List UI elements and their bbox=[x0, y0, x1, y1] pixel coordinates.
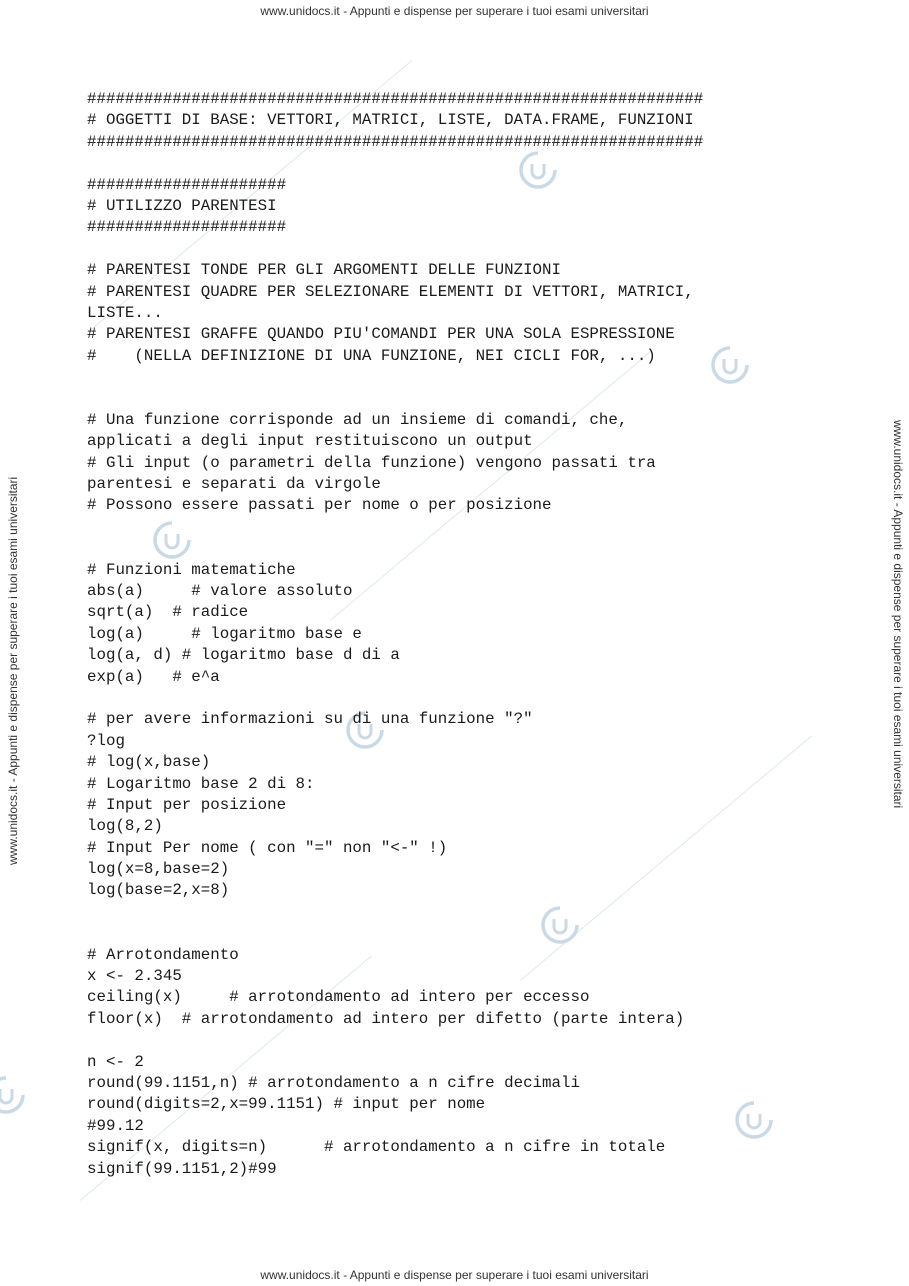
code-line: ################################################################# bbox=[87, 132, 704, 151]
code-line bbox=[87, 388, 807, 409]
code-line: # log(x,base) bbox=[87, 753, 211, 772]
code-line: #99.12 bbox=[87, 1116, 144, 1135]
code-line: # Input Per nome ( con "=" non "<-" !) bbox=[87, 838, 448, 857]
code-line: # per avere informazioni su di una funzione "?" bbox=[87, 710, 533, 729]
code-line: # (NELLA DEFINIZIONE DI UNA FUNZIONE, NEI CICLI FOR, ...) bbox=[87, 346, 656, 365]
code-line: ##################### bbox=[87, 218, 287, 237]
code-line: # Arrotondamento bbox=[87, 945, 239, 964]
code-line: exp(a) # e^a bbox=[87, 667, 220, 686]
code-line: signif(99.1151,2)#99 bbox=[87, 1159, 277, 1178]
code-line: # PARENTESI GRAFFE QUANDO PIU'COMANDI PER UNA SOLA ESPRESSIONE bbox=[87, 325, 675, 344]
code-line: ################################################################# bbox=[87, 90, 704, 108]
code-line: ?log bbox=[87, 731, 125, 750]
side-watermark-right: www.unidocs.it - Appunti e dispense per superare i tuoi esami universitari bbox=[891, 420, 905, 809]
code-line: n <- 2 bbox=[87, 1052, 144, 1071]
code-line bbox=[87, 902, 807, 923]
code-line: signif(x, digits=n) # arrotondamento a n cifre in totale bbox=[87, 1138, 666, 1157]
code-line: # OGGETTI DI BASE: VETTORI, MATRICI, LISTE, DATA.FRAME, FUNZIONI bbox=[87, 111, 694, 130]
code-line: # PARENTESI TONDE PER GLI ARGOMENTI DELLE FUNZIONI bbox=[87, 261, 561, 280]
code-line: LISTE... bbox=[87, 303, 163, 322]
side-watermark-left: www.unidocs.it - Appunti e dispense per superare i tuoi esami universitari bbox=[6, 476, 20, 865]
code-line bbox=[87, 688, 807, 709]
code-document bbox=[87, 89, 807, 1180]
code-line: floor(x) # arrotondamento ad intero per difetto (parte intera) bbox=[87, 1009, 685, 1028]
code-line: # UTILIZZO PARENTESI bbox=[87, 196, 277, 215]
code-line: ceiling(x) # arrotondamento ad intero per eccesso bbox=[87, 988, 590, 1007]
code-line: log(8,2) bbox=[87, 817, 163, 836]
code-line: log(a) # logaritmo base e bbox=[87, 624, 362, 643]
code-line: abs(a) # valore assoluto bbox=[87, 581, 353, 600]
code-line: round(99.1151,n) # arrotondamento a n cifre decimali bbox=[87, 1073, 580, 1092]
code-line bbox=[87, 153, 807, 174]
code-line: log(a, d) # logaritmo base d di a bbox=[87, 646, 400, 665]
code-line: # PARENTESI QUADRE PER SELEZIONARE ELEMENTI DI VETTORI, MATRICI, bbox=[87, 282, 694, 301]
code-line bbox=[87, 367, 807, 388]
code-line: # Logaritmo base 2 di 8: bbox=[87, 774, 315, 793]
code-line: log(x=8,base=2) bbox=[87, 860, 230, 879]
watermark-logo-icon bbox=[0, 1075, 26, 1115]
code-line: # Funzioni matematiche bbox=[87, 560, 296, 579]
code-line bbox=[87, 239, 807, 260]
footer-watermark: www.unidocs.it - Appunti e dispense per superare i tuoi esami universitari bbox=[260, 1268, 649, 1282]
code-line: # Input per posizione bbox=[87, 795, 287, 814]
code-line: log(base=2,x=8) bbox=[87, 881, 230, 900]
code-line bbox=[87, 538, 807, 559]
code-line: x <- 2.345 bbox=[87, 967, 182, 986]
code-line bbox=[87, 517, 807, 538]
code-line: # Una funzione corrisponde ad un insieme di comandi, che, bbox=[87, 410, 628, 429]
code-line bbox=[87, 923, 807, 944]
code-line: # Possono essere passati per nome o per posizione bbox=[87, 496, 552, 515]
code-line: parentesi e separati da virgole bbox=[87, 475, 381, 494]
code-line bbox=[87, 1030, 807, 1051]
code-line: sqrt(a) # radice bbox=[87, 603, 249, 622]
code-line: # Gli input (o parametri della funzione) vengono passati tra bbox=[87, 453, 656, 472]
code-line: applicati a degli input restituiscono un output bbox=[87, 432, 533, 451]
code-line: round(digits=2,x=99.1151) # input per nome bbox=[87, 1095, 486, 1114]
code-line: ##################### bbox=[87, 175, 287, 194]
header-watermark: www.unidocs.it - Appunti e dispense per superare i tuoi esami universitari bbox=[260, 4, 649, 18]
